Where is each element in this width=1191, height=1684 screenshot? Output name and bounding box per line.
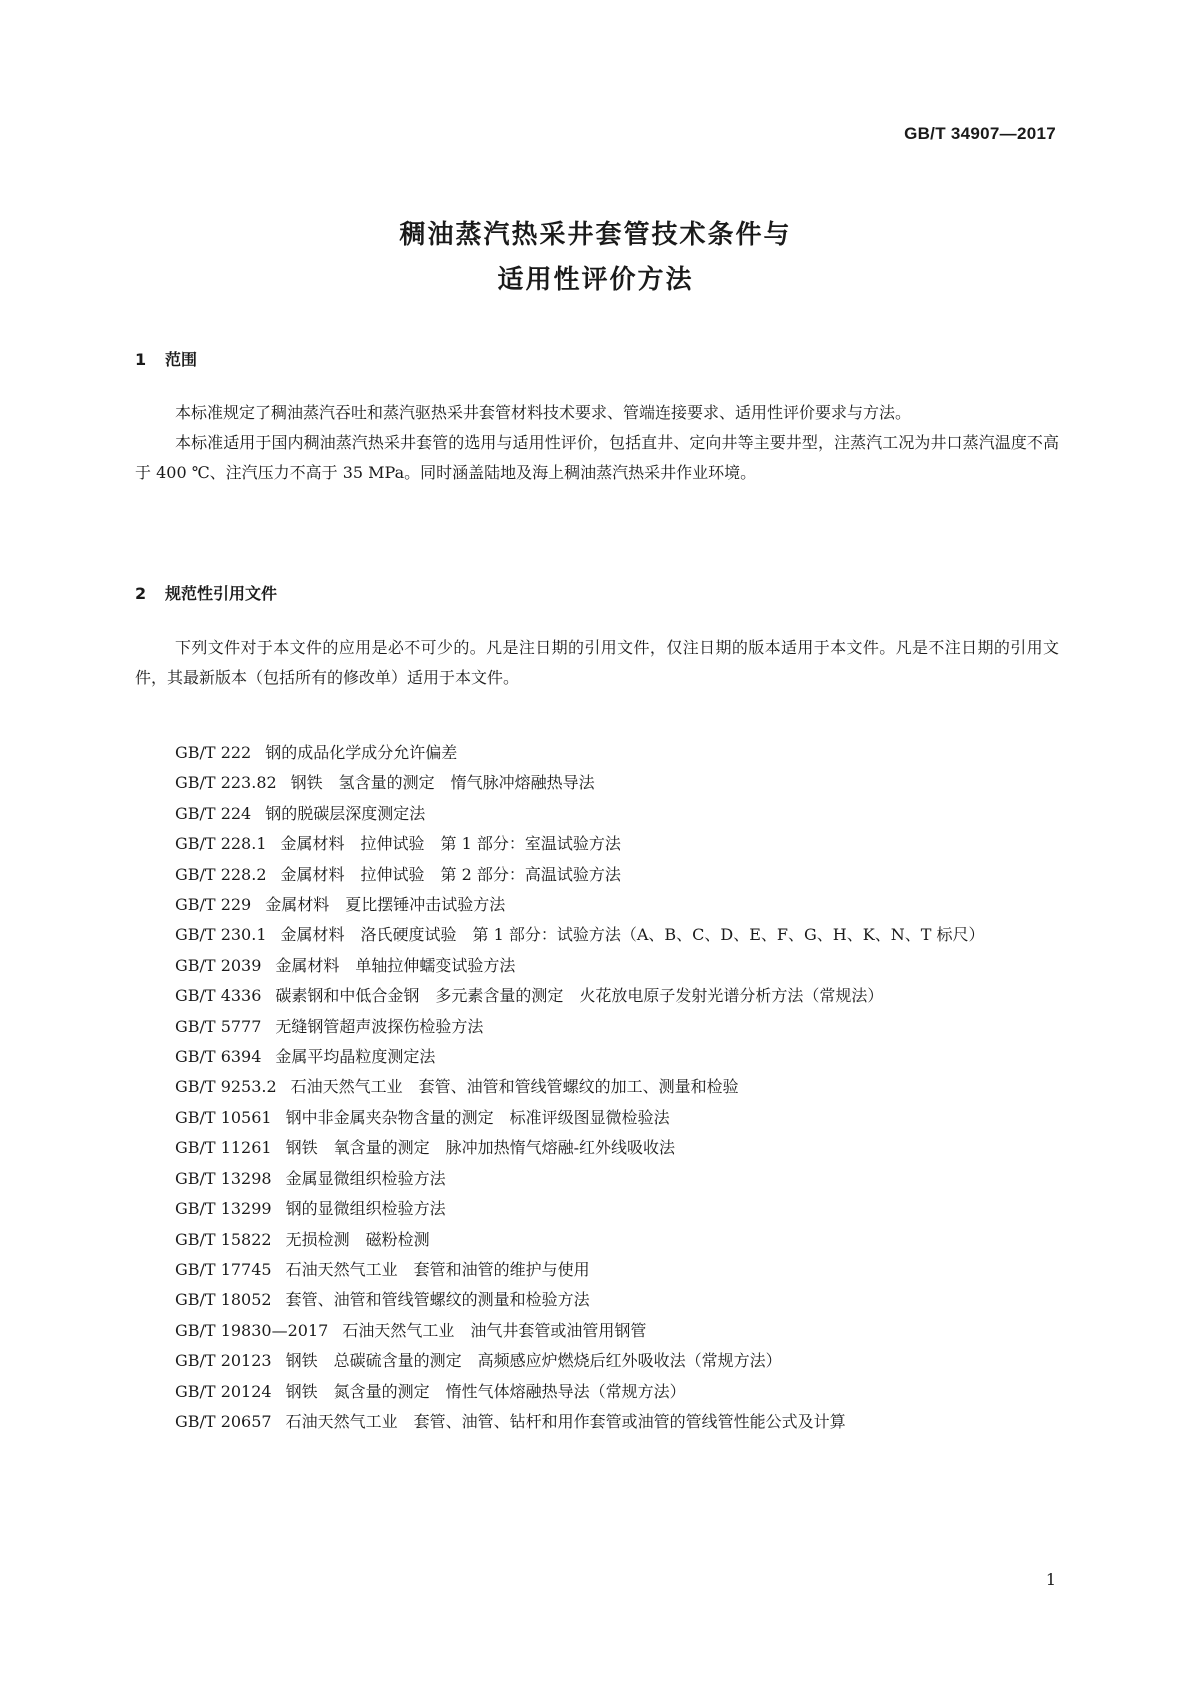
reference-code: GB/T 20124 — [175, 1381, 272, 1401]
reference-item — [135, 981, 1059, 1011]
paragraph: 下列文件对于本文件的应用是必不可少的。凡是注日期的引用文件，仅注日期的版本适用于本文件。凡是不注日期的引用文件，其最新版本（包括所有的修改单）适用于本文件。 — [135, 638, 1059, 687]
document-title — [0, 213, 1191, 303]
reference-code: GB/T 228.1 — [175, 834, 267, 854]
reference-code: GB/T 19830—2017 — [175, 1320, 329, 1340]
section-1-heading — [135, 347, 197, 370]
reference-list — [135, 738, 1059, 1437]
reference-item — [135, 1285, 1059, 1315]
reference-code: GB/T 20657 — [175, 1411, 272, 1431]
reference-title: 钢铁 氮含量的测定 惰性气体熔融热导法（常规方法） — [285, 1381, 686, 1401]
reference-code: GB/T 18052 — [175, 1290, 272, 1310]
reference-item — [135, 768, 1059, 798]
reference-code: GB/T 224 — [175, 803, 252, 823]
reference-code: GB/T 11261 — [175, 1138, 272, 1158]
reference-title: 钢铁 氢含量的测定 惰气脉冲熔融热导法 — [290, 773, 595, 793]
reference-item — [135, 890, 1059, 920]
title-line-1: 稠油蒸汽热采井套管技术条件与 — [399, 220, 792, 250]
reference-code: GB/T 9253.2 — [175, 1077, 277, 1097]
reference-item — [135, 951, 1059, 981]
reference-code: GB/T 20123 — [175, 1351, 272, 1371]
reference-title: 石油天然气工业 油气井套管或油管用钢管 — [342, 1320, 647, 1340]
reference-title: 金属材料 拉伸试验 第 2 部分：高温试验方法 — [280, 864, 621, 884]
title-line-2: 适用性评价方法 — [497, 265, 694, 295]
reference-title: 碳素钢和中低合金钢 多元素含量的测定 火花放电原子发射光谱分析方法（常规法） — [275, 986, 884, 1006]
reference-title: 石油天然气工业 套管、油管和管线管螺纹的加工、测量和检验 — [290, 1077, 739, 1097]
section-number: 1 — [135, 350, 147, 369]
reference-title: 金属材料 拉伸试验 第 1 部分：室温试验方法 — [280, 834, 621, 854]
reference-title: 钢铁 总碳硫含量的测定 高频感应炉燃烧后红外吸收法（常规方法） — [285, 1351, 782, 1371]
reference-code: GB/T 6394 — [175, 1047, 262, 1067]
reference-title: 钢铁 氧含量的测定 脉冲加热惰气熔融-红外线吸收法 — [285, 1138, 676, 1158]
reference-code: GB/T 2039 — [175, 955, 262, 975]
reference-item — [135, 1407, 1059, 1437]
reference-item — [135, 1377, 1059, 1407]
reference-title: 无缝钢管超声波探伤检验方法 — [275, 1016, 484, 1036]
page-number: 1 — [1045, 1570, 1056, 1589]
reference-code: GB/T 223.82 — [175, 773, 277, 793]
reference-item — [135, 1103, 1059, 1133]
reference-code: GB/T 13299 — [175, 1199, 272, 1219]
reference-item — [135, 1316, 1059, 1346]
reference-code: GB/T 15822 — [175, 1229, 272, 1249]
reference-code: GB/T 5777 — [175, 1016, 262, 1036]
section-title: 规范性引用文件 — [165, 584, 278, 603]
reference-item — [135, 1225, 1059, 1255]
reference-item — [135, 920, 1059, 950]
reference-item — [135, 799, 1059, 829]
reference-item — [135, 829, 1059, 859]
reference-title: 钢的成品化学成分允许偏差 — [265, 743, 458, 762]
reference-item — [135, 1346, 1059, 1376]
section-title: 范围 — [165, 350, 198, 369]
reference-item — [135, 1194, 1059, 1224]
paragraph: 本标准规定了稠油蒸汽吞吐和蒸汽驱热采井套管材料技术要求、管端连接要求、适用性评价要求与方法。 — [175, 403, 912, 422]
reference-item — [135, 738, 1059, 768]
reference-title: 无损检测 磁粉检测 — [285, 1229, 430, 1249]
reference-title: 石油天然气工业 套管、油管、钻杆和用作套管或油管的管线管性能公式及计算 — [285, 1411, 846, 1431]
section-2-heading — [135, 581, 277, 604]
reference-code: GB/T 230.1 — [175, 925, 267, 945]
reference-code: GB/T 4336 — [175, 986, 262, 1006]
reference-item — [135, 1133, 1059, 1163]
reference-title: 金属显微组织检验方法 — [285, 1168, 446, 1188]
reference-title: 钢的脱碳层深度测定法 — [265, 803, 426, 823]
section-2-intro — [135, 633, 1059, 693]
reference-item — [135, 1042, 1059, 1072]
reference-title: 套管、油管和管线管螺纹的测量和检验方法 — [285, 1290, 590, 1310]
paragraph: 本标准适用于国内稠油蒸汽热采井套管的选用与适用性评价，包括直井、定向井等主要井型，注蒸汽工况为井口蒸汽温度不高于 400 ℃、注汽压力不高于 35 MPa。同时涵盖陆地及海上稠油蒸汽热采井作业环境。 — [135, 433, 1059, 482]
reference-item — [135, 1012, 1059, 1042]
reference-code: GB/T 228.2 — [175, 864, 267, 884]
reference-item — [135, 1255, 1059, 1285]
reference-title: 金属平均晶粒度测定法 — [275, 1047, 436, 1067]
reference-item — [135, 1164, 1059, 1194]
reference-title: 石油天然气工业 套管和油管的维护与使用 — [285, 1259, 590, 1279]
reference-item — [135, 1072, 1059, 1102]
reference-code: GB/T 10561 — [175, 1107, 272, 1127]
reference-title: 金属材料 洛氏硬度试验 第 1 部分：试验方法（A、B、C、D、E、F、G、H、K、N、T 标尺） — [280, 925, 985, 945]
reference-title: 金属材料 夏比摆锤冲击试验方法 — [265, 895, 506, 915]
standard-code: GB/T 34907—2017 — [904, 124, 1056, 143]
reference-title: 金属材料 单轴拉伸蠕变试验方法 — [275, 955, 516, 975]
reference-code: GB/T 222 — [175, 743, 252, 762]
reference-item — [135, 860, 1059, 890]
reference-title: 钢中非金属夹杂物含量的测定 标准评级图显微检验法 — [285, 1107, 670, 1127]
reference-code: GB/T 13298 — [175, 1168, 272, 1188]
section-number: 2 — [135, 584, 147, 603]
section-1-body — [135, 398, 1059, 488]
reference-title: 钢的显微组织检验方法 — [285, 1199, 446, 1219]
reference-code: GB/T 17745 — [175, 1259, 272, 1279]
reference-code: GB/T 229 — [175, 895, 252, 915]
